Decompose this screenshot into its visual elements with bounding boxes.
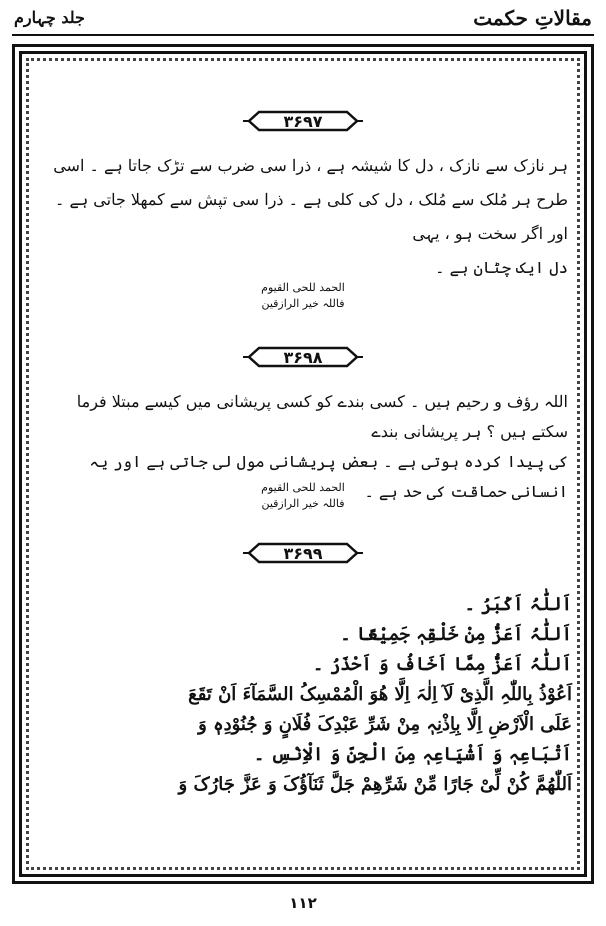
section-paragraph (38, 149, 568, 285)
dua-line: اَللّٰہُ اَعَزُّ مِنْ خَلْقِہٖ جَمِیْعًا ۔ (340, 624, 572, 645)
page-header (14, 6, 592, 34)
dua-line: اَللّٰہُ اَعَزُّ مِمَّا اَخَافُ وَ اَحْذَرُ ۔ (312, 654, 572, 675)
paragraph-line: اللہ رؤف و رحیم ہیں ۔ کسی بندے کو کسی پریشانی میں کیسے مبتلا فرما سکتے ہیں ؟ ہر پریشانی بندے (76, 392, 568, 441)
signature-line: الحمد للحی القیوم (261, 481, 345, 494)
section-number-badge (243, 538, 363, 568)
signature-line: الحمد للحی القیوم (261, 281, 345, 294)
dua-line: اَللّٰہُ اَکْبَرُ ۔ (464, 594, 572, 615)
section-number: ۳۶۹۷ (283, 111, 323, 131)
signature-block (24, 280, 582, 312)
paragraph-line: طرح ہر مُلک سے مُلک ، دل کی کلی ہے ۔ ذرا سی تپش سے کمھلا جاتی ہے ۔ اور اگر سخت ہو ، یہی (54, 190, 568, 243)
section-number-badge (243, 106, 363, 136)
dua-line: اَتْبَاعِہٖ وَ اَشْیَاعِہٖ مِنَ الْجِنِّ وَ الْاِنْسِ ۔ (253, 744, 572, 765)
book-title: مقالاتِ حکمت (473, 6, 592, 30)
signature-line: فاللہ خیر الرازقین (261, 297, 345, 310)
signature-block (24, 480, 582, 512)
dua-line: اَعُوْذُ بِاللّٰہِ الَّذِیْ لَآ اِلٰہَ اِلَّا ھُوَ الْمُمْسِکُ السَّمَآءَ اَنْ تَقَعَ (188, 684, 572, 705)
section-number: ۳۶۹۸ (283, 347, 323, 367)
paragraph-line: کی پیدا کردہ ہوتی ہے ۔ بعض پریشانی مول لی جاتی ہے اور یہ انسانی حماقت کی حد ہے ۔ (89, 452, 568, 501)
dua-list (34, 590, 572, 800)
signature-line: فاللہ خیر الرازقین (261, 497, 345, 510)
header-rule (12, 34, 594, 36)
paragraph-line: دل ایک چٹان ہے ۔ (435, 258, 568, 277)
dua-line: اَللّٰھُمَّ کُنْ لِّیْ جَارًا مِّنْ شَرِّھِمْ جَلَّ ثَنَآؤُکَ وَ عَزَّ جَارُکَ وَ (178, 774, 572, 795)
volume-label: جلد چہارم (14, 8, 85, 27)
paragraph-line: ہر نازک سے نازک ، دل کا شیشہ ہے ، ذرا سی ضرب سے تڑک جاتا ہے ۔ اسی (53, 156, 568, 175)
page-number: ۱۱۲ (289, 894, 317, 912)
section-number: ۳۶۹۹ (283, 543, 323, 563)
section-number-badge (243, 342, 363, 372)
dua-line: عَلَی الْاَرْضِ اِلَّا بِاِذْنِہٖ مِنْ شَرِّ عَبْدِکَ فُلَانٍ وَ جُنُوْدِہٖ وَ (198, 714, 572, 735)
page-content (24, 54, 582, 874)
